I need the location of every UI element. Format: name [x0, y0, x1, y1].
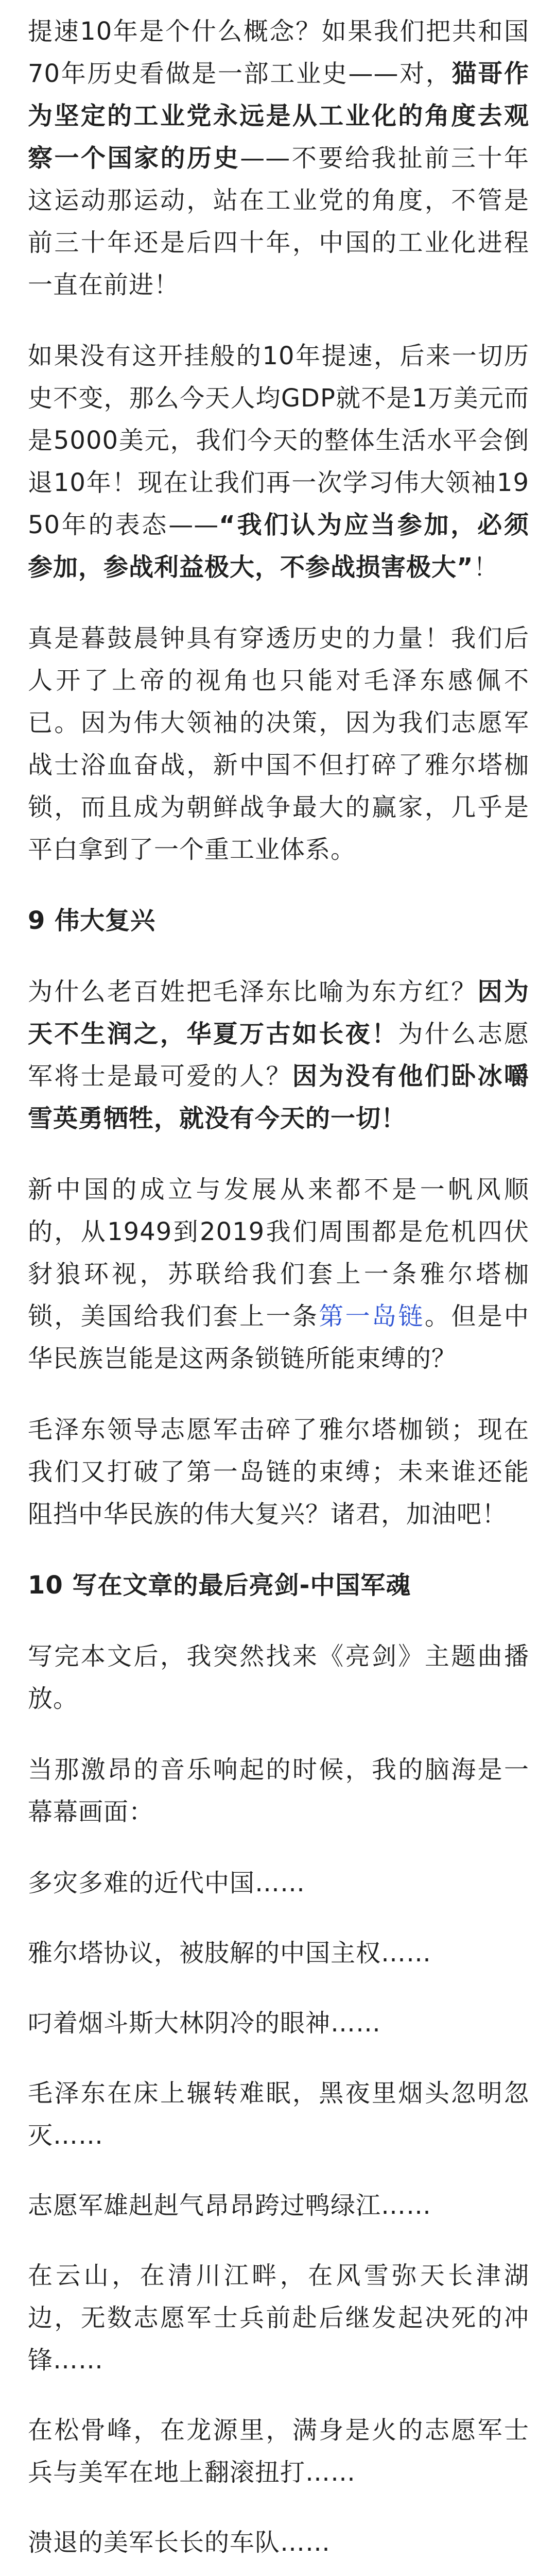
text: 为什么老百姓把毛泽东比喻为东方红？	[28, 977, 478, 1006]
paragraph-scene: 志愿军雄赳赳气昂昂跨过鸭绿江……	[28, 2191, 432, 2220]
paragraph-scene: 在松骨峰，在龙源里，满身是火的志愿军士兵与美军在地上翻滚扭打……	[28, 2416, 529, 2487]
section-heading-10: 10 写在文章的最后亮剑-中国军魂	[28, 1571, 411, 1600]
paragraph-rejuvenation: 毛泽东领导志愿军击碎了雅尔塔枷锁；现在我们又打破了第一岛链的束缚；未来谁还能阻挡中华民族的伟大复兴？诸君，加油吧！	[28, 1415, 529, 1529]
paragraph-scene: 溃退的美军长长的车队……	[28, 2528, 331, 2557]
text: 为什么志愿军将士是最可爱的人？	[28, 1020, 529, 1091]
text: ！	[473, 553, 499, 582]
paragraph-ten-year-speedup	[28, 335, 529, 588]
text: ——不要给我扯前三十年这运动那运动，站在工业党的角度，不管是前三十年还是后四十年，中国的工业化进程一直在前进！	[28, 144, 529, 299]
paragraph-history-power: 真是暮鼓晨钟具有穿透历史的力量！我们后人开了上帝的视角也只能对毛泽东感佩不已。因为伟大领袖的决策，因为我们志愿军战士浴血奋战，新中国不但打碎了雅尔塔枷锁，而且成为朝鲜战争最大的赢家，几乎是平白拿到了一个重工业体系。	[28, 624, 529, 864]
paragraph-scene: 毛泽东在床上辗转难眠，黑夜里烟头忽明忽灭……	[28, 2079, 529, 2150]
paragraph-scene: 雅尔塔协议，被肢解的中国主权……	[28, 1939, 432, 1968]
paragraph-industrial-history	[28, 10, 529, 306]
paragraph-east-is-red	[28, 971, 529, 1140]
paragraph-new-china	[28, 1168, 529, 1380]
bold-quote: “我们认为应当参加，必须参加，参战利益极大，不参战损害极大”	[28, 511, 529, 582]
paragraph-scene: 在云山，在清川江畔，在风雪弥天长津湖边，无数志愿军士兵前赴后继发起决死的冲锋……	[28, 2261, 529, 2375]
paragraph-theme-song: 写完本文后，我突然找来《亮剑》主题曲播放。	[28, 1642, 529, 1713]
paragraph-scene: 多灾多难的近代中国……	[28, 1869, 306, 1897]
text: 新中国的成立与发展从来都不是一帆风顺的，从1949到2019我们周围都是危机四伏豺狼环视，苏联给我们套上一条雅尔塔枷锁，美国给我们套上一条	[28, 1175, 529, 1331]
bold-text: 因为天不生润之，华夏万古如长夜！	[28, 977, 529, 1048]
paragraph-scenes-intro: 当那激昂的音乐响起的时候，我的脑海是一幕幕画面：	[28, 1755, 529, 1826]
text: 。但是中华民族岂能是这两条锁链所能束缚的？	[28, 1302, 529, 1373]
first-island-chain-link[interactable]: 第一岛链	[319, 1302, 425, 1331]
paragraph-scene: 叼着烟斗斯大林阴冷的眼神……	[28, 2009, 381, 2038]
bold-text: 猫哥作为坚定的工业党永远是从工业化的角度去观察一个国家的历史	[28, 59, 529, 173]
bold-text: 因为没有他们卧冰嚼雪英勇牺牲，就没有今天的一切！	[28, 1062, 529, 1133]
text: 如果没有这开挂般的10年提速，后来一切历史不变，那么今天人均GDP就不是1万美元而是5000美元，我们今天的整体生活水平会倒退10年！现在让我们再一次学习伟大领袖1950年的表态——	[28, 342, 529, 539]
section-heading-9: 9 伟大复兴	[28, 906, 156, 935]
text: 提速10年是个什么概念？如果我们把共和国70年历史看做是一部工业史——对，	[28, 17, 529, 88]
